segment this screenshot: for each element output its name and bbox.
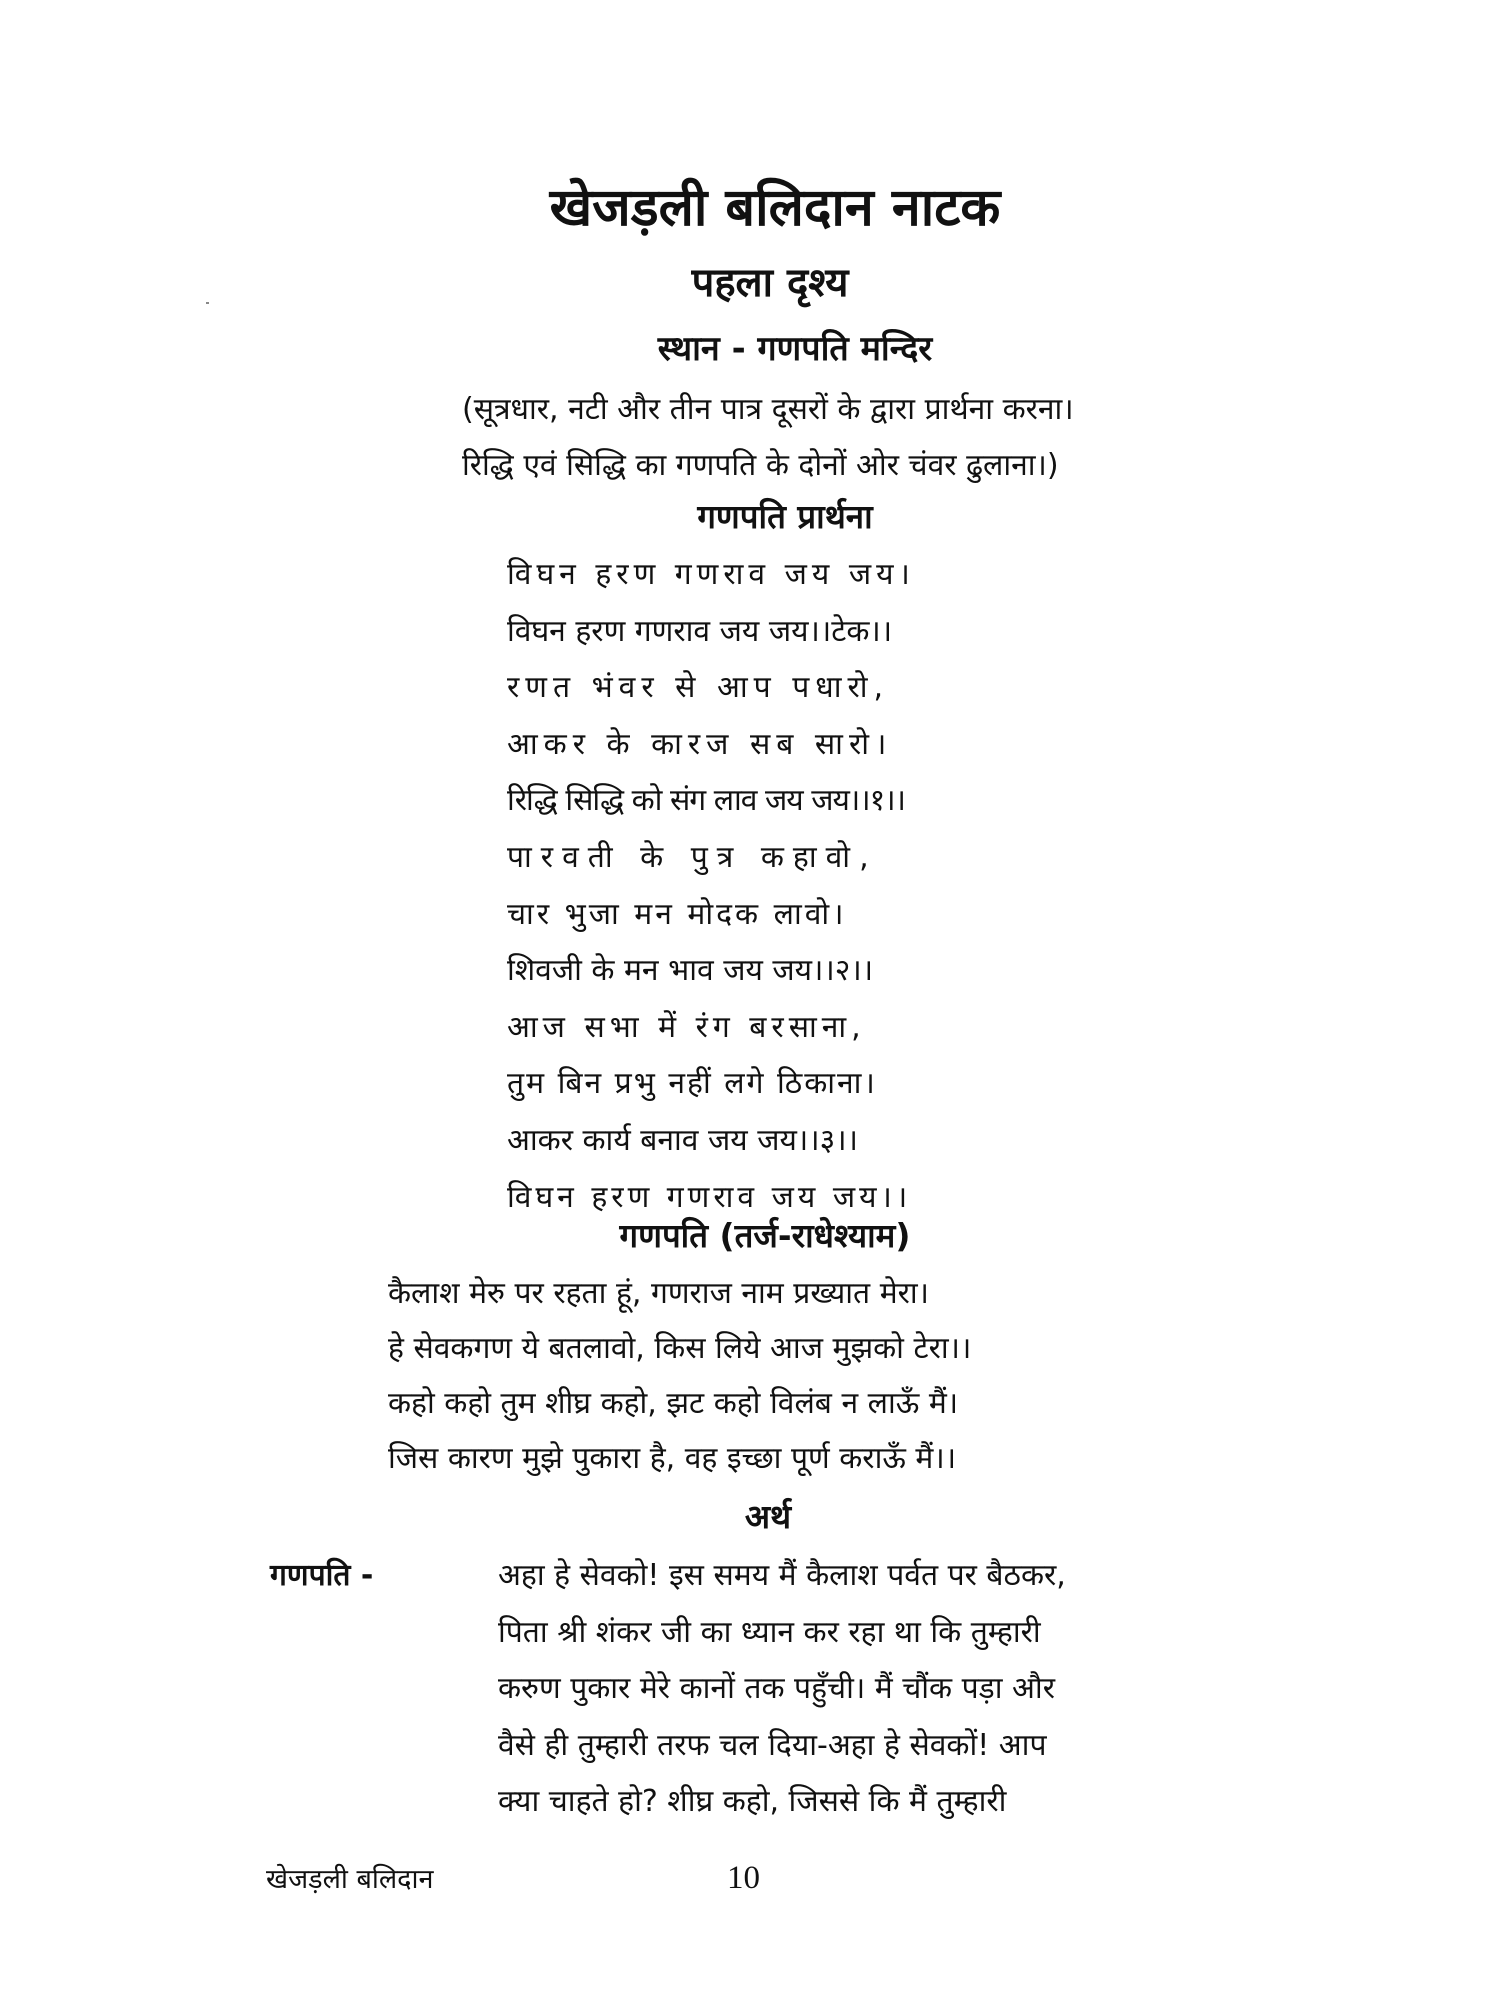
prayer-line: विघन हरण गणराव जय जय।।टेक।।: [507, 613, 893, 649]
prayer-line: चार भुजा मन मोदक लावो।: [507, 896, 847, 932]
stage-direction-line: (सूत्रधार, नटी और तीन पात्र दूसरों के द्वारा प्रार्थना करना।: [462, 392, 1074, 427]
prayer-line: आकर कार्य बनाव जय जय।।३।।: [507, 1122, 858, 1158]
verse-line: कहो कहो तुम शीघ्र कहो, झट कहो विलंब न लाऊँ मैं।: [388, 1386, 959, 1421]
meaning-heading: अर्थ: [744, 1497, 792, 1536]
verse-line: जिस कारण मुझे पुकारा है, वह इच्छा पूर्ण कराऊँ मैं।।: [388, 1441, 957, 1476]
stage-direction-line: रिद्धि एवं सिद्धि का गणपति के दोनों ओर चंवर ढुलाना।): [462, 448, 1059, 483]
dialogue-line: क्या चाहते हो? शीघ्र कहो, जिससे कि मैं तुम्हारी: [498, 1784, 1007, 1819]
prayer-line: विघन हरण गणराव जय जय।।: [507, 1179, 912, 1215]
prayer-line: तुम बिन प्रभु नहीं लगे ठिकाना।: [507, 1066, 877, 1102]
prayer-line: विघन हरण गणराव जय जय।: [507, 557, 915, 592]
footer-page-number: 10: [727, 1860, 760, 1896]
dialogue-line: अहा हे सेवको! इस समय मैं कैलाश पर्वत पर बैठकर,: [498, 1558, 1066, 1593]
prayer-verse: [507, 547, 987, 1226]
prayer-line: रिद्धि सिद्धि को संग लाव जय जय।।१।।: [507, 783, 905, 819]
footer-book-title: खेजड़ली बलिदान: [266, 1864, 434, 1895]
verse-heading: गणपति (तर्ज-राधेश्याम): [619, 1216, 911, 1255]
prayer-line: आज सभा में रंग बरसाना,: [507, 1009, 866, 1045]
speaker-name: गणपति -: [270, 1558, 374, 1593]
prayer-line: पारवती के पुत्र कहावो,: [507, 839, 878, 875]
prayer-heading: गणपति प्रार्थना: [697, 497, 873, 536]
place-heading: स्थान - गणपति मन्दिर: [657, 329, 933, 369]
prayer-line: रणत भंवर से आप पधारो,: [507, 670, 890, 706]
prayer-line: आकर के कारज सब सारो।: [507, 726, 893, 762]
dialogue-line: पिता श्री शंकर जी का ध्यान कर रहा था कि तुम्हारी: [498, 1614, 1041, 1650]
dialogue-line: करुण पुकार मेरे कानों तक पहुँची। मैं चौंक पड़ा और: [498, 1671, 1055, 1706]
prayer-line: शिवजी के मन भाव जय जय।।२।।: [507, 953, 874, 989]
ganpati-verse: [388, 1266, 1228, 1486]
play-title: खेजड़ली बलिदान नाटक: [549, 178, 1001, 238]
speaker-dialogue: [498, 1548, 1218, 1831]
stage-direction: [462, 382, 1242, 494]
dialogue-line: वैसे ही तुम्हारी तरफ चल दिया-अहा हे सेवकों! आप: [498, 1727, 1047, 1763]
scene-heading: पहला दृश्य: [691, 260, 849, 306]
verse-line: कैलाश मेरु पर रहता हूं, गणराज नाम प्रख्यात मेरा।: [388, 1276, 930, 1311]
verse-line: हे सेवकगण ये बतलावो, किस लिये आज मुझको टेरा।।: [388, 1331, 972, 1366]
